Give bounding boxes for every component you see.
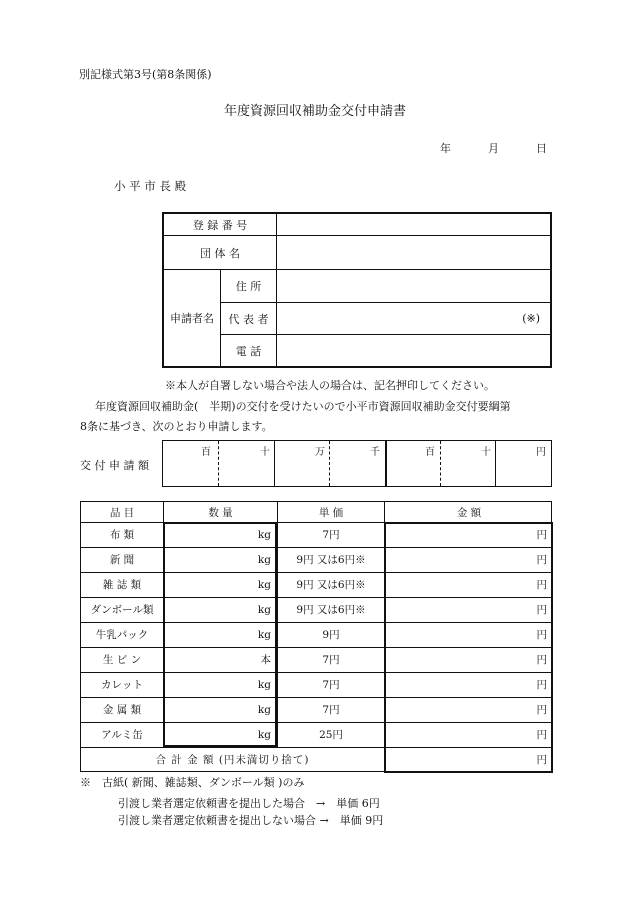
body-text-line-1: 年度資源回収補助金( 半期)の交付を受けたいので小平市資源回収補助金交付要綱第: [95, 400, 511, 413]
header-item: 品 目: [109, 506, 135, 519]
applicant-table: [162, 212, 552, 368]
unit-price: 9円: [277, 622, 384, 647]
item-name: 新 聞: [109, 554, 135, 566]
unit-price: 9円 又は6円※: [277, 572, 384, 597]
unit-price: 9円 又は6円※: [277, 547, 384, 572]
applicant-name-label: 申請者名: [170, 312, 214, 325]
amount-yen-unit: 円: [536, 579, 547, 591]
quantity-unit: kg: [257, 553, 271, 566]
amount-yen-unit: 円: [536, 554, 547, 566]
document-title: 年度資源回収補助金交付申請書: [223, 104, 406, 119]
application-amount-table[interactable]: [162, 440, 552, 487]
unit-price: 7円: [277, 672, 384, 697]
date-month-label: 月: [488, 142, 499, 155]
registration-number-label: 登 録 番 号: [192, 218, 248, 232]
amount-yen-unit: 円: [536, 654, 547, 666]
amount-yen-unit: 円: [536, 629, 547, 641]
date-year-label: 年: [440, 142, 451, 155]
digit-ten-million: 十: [260, 447, 270, 458]
digit-yen: 円: [536, 447, 546, 458]
footnote-line-3: 引渡し業者選定依頼書を提出しない場合 → 単価 9円: [118, 814, 384, 827]
item-name: 布 類: [109, 529, 135, 541]
amount-column-frame: [384, 522, 553, 773]
address-field[interactable]: [277, 270, 550, 302]
representative-field[interactable]: [277, 303, 550, 334]
digit-ten-thousand: 万: [315, 447, 325, 458]
digit-ten: 十: [481, 447, 491, 458]
quantity-unit: kg: [257, 628, 271, 641]
item-name: アルミ缶: [101, 729, 143, 741]
unit-price: 7円: [277, 647, 384, 672]
total-label: 合 計 金 額 (円未満切り捨て): [155, 754, 310, 766]
total-yen-unit: 円: [536, 754, 547, 766]
amount-yen-unit: 円: [536, 704, 547, 716]
unit-price: 7円: [277, 522, 384, 547]
item-name: カレット: [101, 679, 143, 691]
header-quantity: 数 量: [163, 502, 277, 522]
registration-number-field[interactable]: [277, 214, 550, 235]
seal-mark: (※): [522, 312, 540, 325]
quantity-unit: kg: [257, 678, 271, 691]
footnote-line-2: 引渡し業者選定依頼書を提出した場合 → 単価 6円: [118, 797, 380, 810]
phone-label: 電 話: [235, 344, 262, 358]
phone-field[interactable]: [277, 335, 550, 366]
quantity-column-frame: [163, 522, 277, 747]
quantity-unit: kg: [257, 703, 271, 716]
amount-yen-unit: 円: [536, 679, 547, 691]
application-amount-label: 交 付 申 請 額: [80, 459, 149, 472]
quantity-unit: kg: [257, 728, 271, 741]
date-day-label: 日: [536, 142, 547, 155]
quantity-unit: 本: [260, 654, 271, 666]
amount-yen-unit: 円: [536, 529, 547, 541]
digit-thousand: 千: [370, 447, 380, 458]
quantity-unit: kg: [257, 603, 271, 616]
unit-price: 7円: [277, 697, 384, 722]
items-table: [80, 501, 552, 772]
digit-hundred-million: 百: [201, 447, 211, 458]
item-name: 生 ビ ン: [102, 654, 142, 666]
item-name: ダンボール類: [90, 604, 154, 616]
addressee: 小 平 市 長 殿: [114, 179, 187, 193]
signature-note: ※本人が自署しない場合や法人の場合は、記名押印してください。: [165, 379, 495, 392]
unit-price: 25円: [277, 722, 384, 747]
group-name-label: 団 体 名: [200, 246, 240, 260]
header-unit-price: 単 価: [277, 502, 384, 522]
quantity-unit: kg: [257, 528, 271, 541]
amount-yen-unit: 円: [536, 729, 547, 741]
item-name: 牛乳パック: [95, 629, 149, 641]
digit-hundred: 百: [425, 447, 435, 458]
quantity-unit: kg: [257, 578, 271, 591]
unit-price: 9円 又は6円※: [277, 597, 384, 622]
footnote-line-1: ※ 古紙( 新聞、雑誌類、ダンボール類 )のみ: [80, 776, 305, 789]
items-header-row: [81, 502, 551, 523]
item-name: 金 属 類: [102, 704, 142, 716]
amount-yen-unit: 円: [536, 604, 547, 616]
group-name-field[interactable]: [277, 236, 550, 269]
representative-label: 代 表 者: [228, 312, 269, 326]
form-number: 別記様式第3号(第8条関係): [79, 68, 212, 81]
header-amount: 金 額: [384, 502, 553, 522]
body-text-line-2: 8条に基づき、次のとおり申請します。: [80, 420, 273, 433]
address-label: 住 所: [235, 280, 262, 293]
item-name: 雑 誌 類: [102, 579, 142, 591]
